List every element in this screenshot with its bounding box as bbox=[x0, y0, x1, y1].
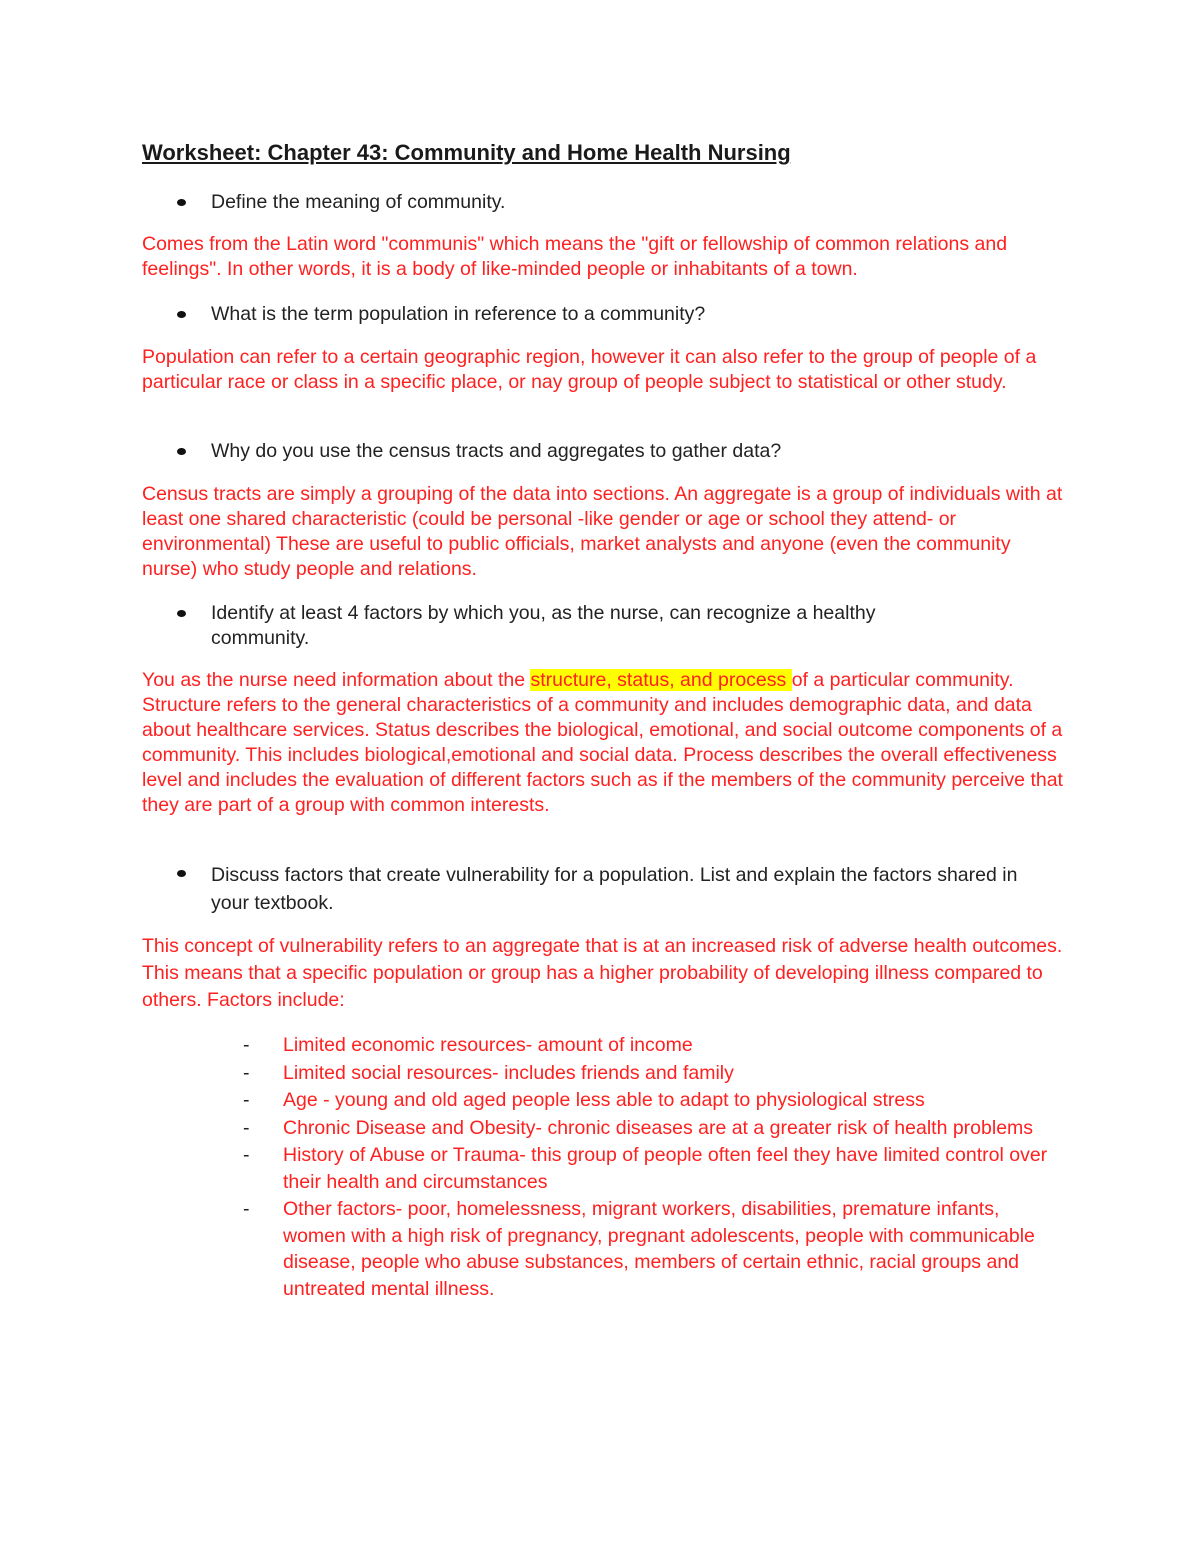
bullet-icon bbox=[177, 870, 186, 877]
bullet-icon bbox=[177, 199, 186, 206]
list-item: - Other factors- poor, homelessness, migrant workers, disabilities, premature infants, women with a high risk of pregnancy, pregnant adolescents, people with communicable disease, people who abuse substances, members of certain ethnic, racial groups and untreated mental illness. bbox=[243, 1198, 1035, 1300]
question-item bbox=[211, 302, 1031, 327]
question-text: Identify at least 4 factors by which you, as the nurse, can recognize a healthy community. bbox=[211, 602, 876, 649]
answer-text-end: of a particular community. Structure refers to the general characteristics of a community and includes demographic data, and data about healthcare services. Status describes the biological, emotional, and social outcome components of a community. This includes biological,emotional and social data. Process describes the overall effectiveness level and includes the evaluation of different factors such as if the members of the community perceive that they are part of a group with common interests. bbox=[142, 669, 1063, 816]
question-text: What is the term population in reference to a community? bbox=[211, 303, 706, 325]
list-item: - History of Abuse or Trauma- this group of people often feel they have limited control over their health and circumstances bbox=[243, 1144, 1048, 1193]
answer-text: Census tracts are simply a grouping of the data into sections. An aggregate is a group of individuals with at least one shared characteristic (could be personal -like gender or age or school they attend- or environmental) These are useful to public officials, market analysts and anyone (even the community nurse) who study people and relations. bbox=[142, 483, 1063, 580]
dash-marker: - bbox=[243, 1144, 250, 1166]
dash-marker: - bbox=[243, 1061, 250, 1084]
list-item: - Limited economic resources- amount of income bbox=[243, 1032, 1063, 1059]
vulnerability-factors-list bbox=[243, 1032, 1063, 1303]
highlighted-text: structure, status, and process bbox=[530, 669, 792, 691]
answer-text: Population can refer to a certain geographic region, however it can also refer to the group of people of a particular race or class in a specific place, or nay group of people subject to statistical or other study. bbox=[142, 346, 1037, 393]
dash-marker: - bbox=[243, 1034, 250, 1056]
list-item: - Limited social resources- includes friends and family bbox=[243, 1060, 1063, 1087]
question-item bbox=[211, 601, 971, 651]
dash-marker: - bbox=[243, 1198, 250, 1220]
answer-text-start: You as the nurse need information about the bbox=[142, 669, 531, 691]
bullet-icon bbox=[177, 448, 186, 455]
bullet-icon bbox=[177, 311, 186, 318]
answer-text: Comes from the Latin word "communis" which means the "gift or fellowship of common relations and feelings". In other words, it is a body of like-minded people or inhabitants of a town. bbox=[142, 233, 1008, 280]
list-item: - Age - young and old aged people less able to adapt to physiological stress bbox=[243, 1087, 1063, 1114]
bullet-icon bbox=[177, 610, 186, 617]
question-item bbox=[211, 439, 1031, 464]
question-text: Why do you use the census tracts and aggregates to gather data? bbox=[211, 440, 782, 462]
question-item bbox=[211, 190, 1031, 215]
question-item bbox=[211, 861, 1031, 917]
list-item: - Chronic Disease and Obesity- chronic diseases are at a greater risk of health problems bbox=[243, 1115, 1063, 1142]
dash-marker: - bbox=[243, 1116, 250, 1139]
page-title: Worksheet: Chapter 43: Community and Home Health Nursing bbox=[142, 140, 791, 165]
dash-marker: - bbox=[243, 1089, 250, 1111]
question-text: Define the meaning of community. bbox=[211, 191, 506, 213]
answer-text bbox=[142, 668, 1067, 818]
question-text: Discuss factors that create vulnerability for a population. List and explain the factors shared in your textbook. bbox=[211, 864, 1018, 914]
answer-text: This concept of vulnerability refers to an aggregate that is at an increased risk of adverse health outcomes. This means that a specific population or group has a higher probability of developing illness compared to others. Factors include: bbox=[142, 935, 1063, 1011]
